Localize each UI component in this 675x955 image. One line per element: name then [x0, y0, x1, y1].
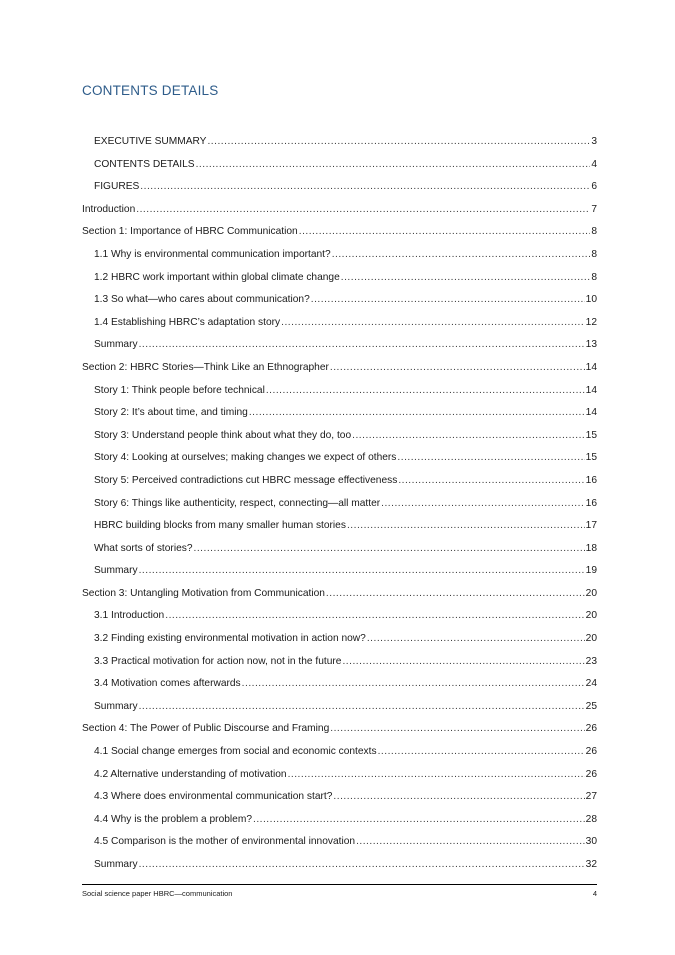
toc-entry-page: 15 [585, 452, 597, 464]
page-title: CONTENTS DETAILS [82, 83, 219, 98]
toc-leader-dots [139, 560, 585, 583]
toc-entry-label: 1.1 Why is environmental communication important? [94, 248, 331, 260]
toc-leader-dots [140, 176, 590, 199]
toc-entry-page: 14 [585, 384, 597, 396]
footer-document-title: Social science paper HBRC—communication [82, 889, 233, 898]
toc-entry-label: Story 6: Things like authenticity, respect, connecting—all matter [94, 497, 381, 509]
toc-leader-dots [341, 267, 591, 290]
table-of-contents [82, 131, 597, 877]
toc-entry-label: Summary [94, 339, 138, 351]
toc-entry-label: 3.1 Introduction [94, 610, 165, 622]
toc-entry-page: 28 [585, 813, 597, 825]
toc-entry-label: 3.3 Practical motivation for action now, not in the future [94, 655, 342, 667]
toc-entry-page: 14 [585, 361, 597, 373]
toc-entry[interactable] [82, 696, 597, 719]
toc-leader-dots [194, 538, 585, 561]
toc-leader-dots [367, 628, 585, 651]
toc-entry-label: 1.4 Establishing HBRC’s adaptation story [94, 316, 281, 328]
toc-leader-dots [266, 380, 585, 403]
toc-entry-page: 27 [585, 791, 597, 803]
toc-entry-page: 10 [585, 294, 597, 306]
toc-entry-page: 13 [585, 339, 597, 351]
toc-leader-dots [347, 515, 585, 538]
toc-leader-dots [299, 221, 591, 244]
toc-entry[interactable] [82, 131, 597, 154]
toc-leader-dots [139, 334, 585, 357]
toc-leader-dots [356, 831, 585, 854]
toc-leader-dots [352, 425, 585, 448]
toc-entry-page: 8 [591, 271, 597, 283]
toc-entry[interactable] [82, 154, 597, 177]
toc-leader-dots [139, 696, 585, 719]
toc-entry-page: 12 [585, 316, 597, 328]
toc-entry[interactable] [82, 447, 597, 470]
toc-entry-label: Section 2: HBRC Stories—Think Like an Ethnographer [82, 361, 329, 373]
toc-entry[interactable] [82, 470, 597, 493]
toc-leader-dots [253, 809, 585, 832]
toc-entry-label: 3.4 Motivation comes afterwards [94, 678, 241, 690]
toc-entry[interactable] [82, 425, 597, 448]
toc-leader-dots [288, 764, 585, 787]
toc-entry-label: 1.3 So what—who cares about communication? [94, 294, 310, 306]
toc-entry-label: 4.1 Social change emerges from social and economic contexts [94, 746, 377, 758]
toc-entry-label: 1.2 HBRC work important within global climate change [94, 271, 340, 283]
toc-entry[interactable] [82, 741, 597, 764]
toc-leader-dots [281, 312, 585, 335]
toc-leader-dots [330, 357, 585, 380]
toc-entry[interactable] [82, 267, 597, 290]
toc-leader-dots [333, 786, 584, 809]
toc-entry-page: 19 [585, 565, 597, 577]
toc-leader-dots [398, 470, 584, 493]
toc-entry-page: 7 [591, 203, 597, 215]
toc-entry[interactable] [82, 628, 597, 651]
toc-leader-dots [207, 131, 590, 154]
toc-entry-label: EXECUTIVE SUMMARY [94, 136, 207, 147]
toc-entry-label: Story 2: It’s about time, and timing [94, 407, 248, 419]
toc-entry-page: 16 [585, 474, 597, 486]
toc-entry[interactable] [82, 605, 597, 628]
toc-entry-label: Introduction [82, 203, 136, 215]
toc-entry-page: 32 [585, 859, 597, 870]
toc-entry[interactable] [82, 809, 597, 832]
toc-entry-label: Story 1: Think people before technical [94, 384, 265, 396]
toc-entry[interactable] [82, 312, 597, 335]
toc-leader-dots [311, 289, 585, 312]
toc-entry[interactable] [82, 380, 597, 403]
toc-leader-dots [136, 199, 590, 222]
toc-leader-dots [249, 402, 585, 425]
toc-entry[interactable] [82, 786, 597, 809]
toc-entry[interactable] [82, 854, 597, 877]
toc-leader-dots [378, 741, 585, 764]
toc-leader-dots [332, 244, 591, 267]
toc-entry-page: 17 [585, 520, 597, 532]
toc-entry-page: 6 [591, 181, 597, 193]
toc-entry-label: 4.3 Where does environmental communication start? [94, 791, 333, 803]
toc-entry-page: 30 [585, 836, 597, 848]
toc-entry[interactable] [82, 764, 597, 787]
toc-leader-dots [326, 583, 585, 606]
toc-entry[interactable] [82, 538, 597, 561]
toc-entry-page: 26 [585, 723, 597, 735]
toc-entry-page: 24 [585, 678, 597, 690]
toc-leader-dots [242, 673, 585, 696]
toc-entry[interactable] [82, 199, 597, 222]
toc-entry-page: 20 [585, 587, 597, 599]
toc-entry[interactable] [82, 583, 597, 606]
toc-entry-page: 8 [591, 226, 597, 238]
toc-entry-label: What sorts of stories? [94, 542, 193, 554]
footer-divider [82, 884, 597, 885]
toc-leader-dots [381, 493, 585, 516]
toc-entry[interactable] [82, 289, 597, 312]
toc-entry[interactable] [82, 560, 597, 583]
toc-entry-page: 4 [591, 158, 597, 170]
toc-leader-dots [330, 718, 584, 741]
toc-entry[interactable] [82, 673, 597, 696]
toc-entry-label: 4.5 Comparison is the mother of environmental innovation [94, 836, 356, 848]
toc-entry[interactable] [82, 221, 597, 244]
footer-page-number: 4 [592, 889, 597, 898]
toc-entry-page: 15 [585, 429, 597, 441]
toc-entry-label: Story 4: Looking at ourselves; making changes we expect of others [94, 452, 397, 464]
toc-leader-dots [139, 854, 585, 877]
toc-entry-label: Summary [94, 859, 138, 870]
toc-leader-dots [397, 447, 584, 470]
toc-entry-label: Section 1: Importance of HBRC Communication [82, 226, 298, 238]
toc-entry[interactable] [82, 651, 597, 674]
toc-leader-dots [342, 651, 584, 674]
toc-entry-label: FIGURES [94, 181, 140, 193]
toc-entry-page: 23 [585, 655, 597, 667]
toc-entry[interactable] [82, 176, 597, 199]
toc-entry-label: HBRC building blocks from many smaller human stories [94, 520, 346, 532]
toc-entry-label: 4.4 Why is the problem a problem? [94, 813, 252, 825]
toc-entry-label: 3.2 Finding existing environmental motivation in action now? [94, 633, 366, 645]
toc-entry-label: Story 3: Understand people think about what they do, too [94, 429, 352, 441]
toc-entry-label: CONTENTS DETAILS [94, 158, 195, 170]
toc-entry-label: Section 3: Untangling Motivation from Communication [82, 587, 325, 599]
toc-entry[interactable] [82, 357, 597, 380]
toc-entry-page: 8 [591, 248, 597, 260]
toc-entry-page: 16 [585, 497, 597, 509]
toc-entry[interactable] [82, 718, 597, 741]
toc-entry-page: 26 [585, 746, 597, 758]
toc-entry[interactable] [82, 244, 597, 267]
toc-leader-dots [165, 605, 584, 628]
toc-entry-label: Summary [94, 565, 138, 577]
toc-entry-page: 14 [585, 407, 597, 419]
toc-entry-label: Story 5: Perceived contradictions cut HBRC message effectiveness [94, 474, 398, 486]
toc-entry[interactable] [82, 402, 597, 425]
toc-entry-label: 4.2 Alternative understanding of motivation [94, 768, 287, 780]
toc-leader-dots [196, 154, 591, 177]
toc-entry[interactable] [82, 831, 597, 854]
toc-entry-page: 20 [585, 633, 597, 645]
toc-entry-label: Section 4: The Power of Public Discourse and Framing [82, 723, 330, 735]
toc-entry-page: 25 [585, 700, 597, 712]
toc-entry-page: 26 [585, 768, 597, 780]
toc-entry[interactable] [82, 515, 597, 538]
toc-entry-label: Summary [94, 700, 138, 712]
toc-entry[interactable] [82, 334, 597, 357]
toc-entry[interactable] [82, 493, 597, 516]
toc-entry-page: 3 [591, 136, 597, 147]
toc-entry-page: 18 [585, 542, 597, 554]
toc-entry-page: 20 [585, 610, 597, 622]
